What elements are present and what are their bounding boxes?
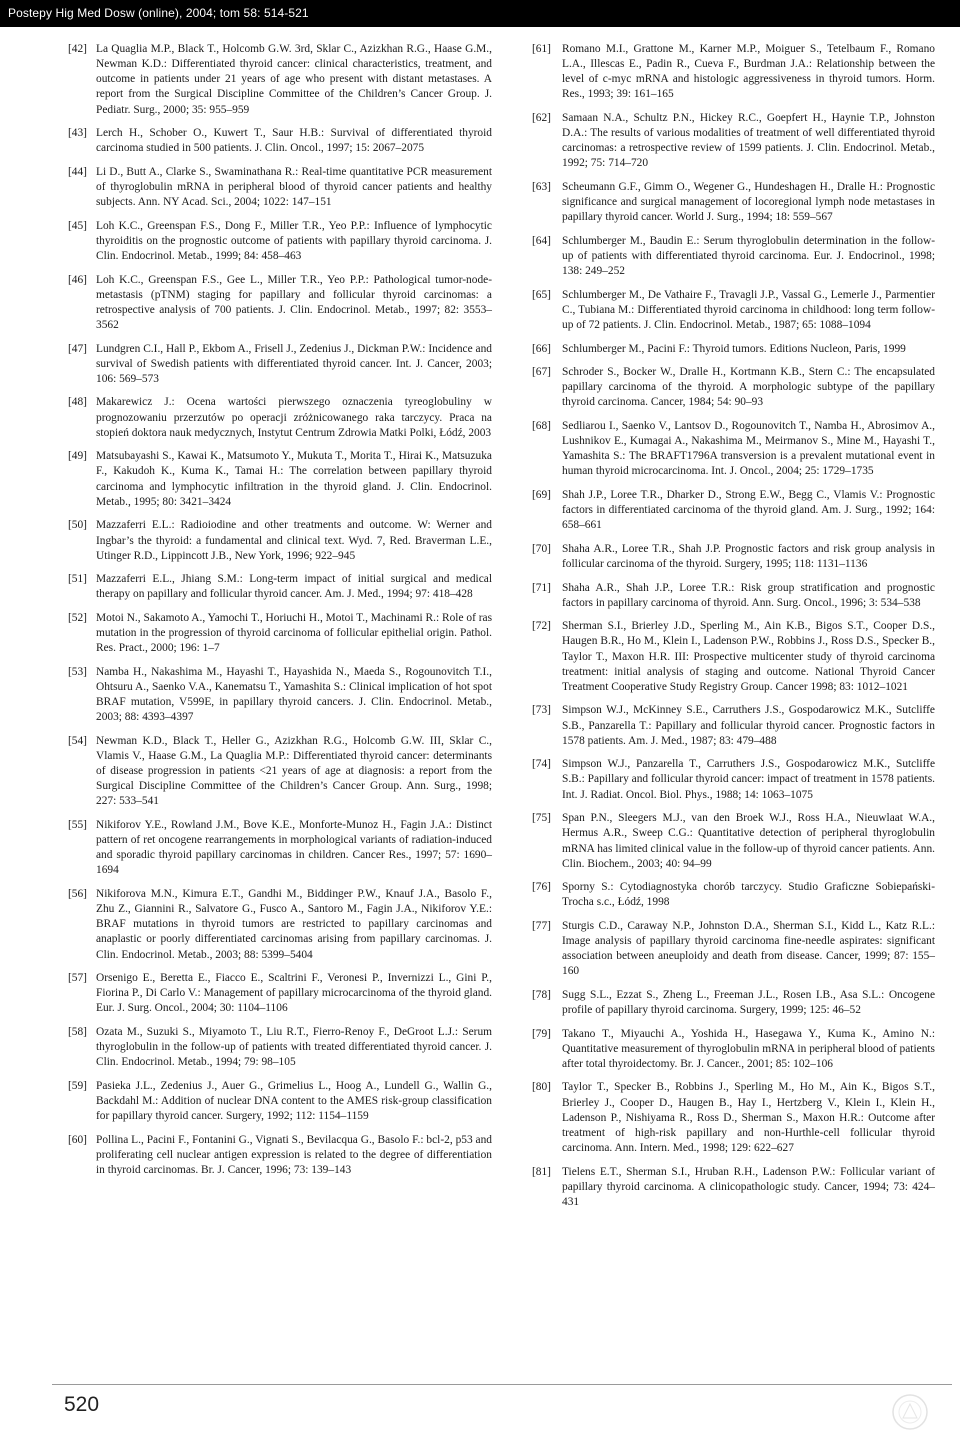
reference-number: [75] (532, 812, 551, 825)
reference-text: Schlumberger M., Baudin E.: Serum thyroglobulin determination in the follow-up of patients with differentiated thyroid carcinoma. Eur. J. Endocrinol., 1998; 138: 249–252 (562, 234, 935, 278)
journal-header (0, 0, 960, 27)
reference-number: [58] (68, 1026, 87, 1038)
reference-text: Tielens E.T., Sherman S.I., Hruban R.H., Ladenson P.W.: Follicular variant of papillary thyroid carcinoma. A clinicopathologic study. Cancer, 1994; 73: 424–431 (562, 1165, 935, 1208)
reference-text: Shah J.P., Loree T.R., Dharker D., Strong E.W., Begg C., Vlamis V.: Prognostic factors in differentiated carcinoma of the thyroid gland. Am. J. Surg., 1992; 164: 658–661 (562, 489, 935, 532)
reference-entry (532, 542, 935, 572)
reference-text: Scheumann G.F., Gimm O., Wegener G., Hundeshagen H., Dralle H.: Prognostic significance and surgical management of locoregional lymph node metastases in papillary thyroid cancer. World J. Surg., 1994; 18: 559–567 (562, 181, 935, 224)
reference-entry (532, 488, 935, 533)
reference-text: Sugg S.L., Ezzat S., Zheng L., Freeman J.L., Rosen I.B., Asa S.L.: Oncogene profile of papillary thyroid carcinoma. Surgery, 1999; 125: 46–52 (562, 988, 935, 1017)
reference-text: Mazzaferri E.L.: Radioiodine and other treatments and outcome. W: Werner and Ingbar’s the thyroid: a fundamental and clinical text. Wyd. 7, Red. Braverman L.E., Utinger R.D., Lippincott J.B., New York, 1996; 922–945 (96, 519, 492, 562)
reference-text: Schroder S., Bocker W., Dralle H., Kortmann K.B., Stern C.: The encapsulated papillary carcinoma of the thyroid. A morphologic subtype of the papillary thyroid carcinoma. Cancer, 1984; 54: 90–93 (562, 366, 935, 409)
reference-text: Loh K.C., Greenspan F.S., Gee L., Miller T.R., Yeo P.P.: Pathological tumor-node-metastasis (pTNM) staging for papillary and follicular thyroid carcinomas: a retrospective analysis of 700 patients. J. Clin. Endocrinol. Metab., 1997; 82: 3553–3562 (96, 273, 492, 332)
reference-number: [70] (532, 542, 551, 555)
reference-text: Sherman S.I., Brierley J.D., Sperling M., Ain K.B., Bigos S.T., Cooper D.S., Haugen B.R., Ho M., Klein I., Ladenson P.W., Robbins J., Ross D.S., Specker B., Taylor T., Maxon H.R. III: Prospective multicenter study of thyroid carcinoma treatment: initial analysis of staging and outcome. National Thyroid Cancer Treatment Cooperative Study Registry Group. Cancer 1998; 83: 1012–1021 (562, 620, 935, 693)
reference-text: Schlumberger M., Pacini F.: Thyroid tumors. Editions Nucleon, Paris, 1999 (562, 342, 906, 355)
reference-text: Orsenigo E., Beretta E., Fiacco E., Scaltrini F., Veronesi P., Invernizzi L., Gini P., Fiorina P., Di Carlo V.: Management of papillary microcarcinoma of the thyroid gland. Eur. J. Surg. Oncol., 2004; 30: 1104–1106 (96, 972, 492, 1015)
reference-entry (68, 1025, 492, 1070)
reference-entry (68, 395, 492, 440)
reference-entry (68, 165, 492, 210)
reference-entry (532, 581, 935, 611)
reference-entry (532, 811, 935, 872)
reference-entry (532, 180, 935, 225)
reference-number: [59] (68, 1079, 87, 1092)
reference-text: Span P.N., Sleegers M.J., van den Broek W.J., Ross H.A., Nieuwlaat W.A., Hermus A.R., Sweep C.G.: Quantitative detection of peripheral thyroglobulin mRNA has limited clinical value in the follow-up of thyroid cancer patients. Ann. Clin. Biochem., 2003; 40: 94–99 (562, 812, 935, 870)
reference-entry (68, 665, 492, 726)
reference-number: [51] (68, 573, 87, 586)
reference-entry (532, 1027, 935, 1072)
reference-entry (532, 619, 935, 695)
reference-number: [52] (68, 611, 87, 624)
reference-number: [44] (68, 165, 87, 178)
reference-text: Simpson W.J., Panzarella T., Carruthers J.S., Gospodarowicz M.K., Sutcliffe S.B.: Papillary and follicular thyroid cancer: impact of treatment in 1578 patients. Int. J. Radiat. Oncol. Biol. Phys., 1988; 14: 1063–1075 (562, 758, 935, 801)
reference-entry (68, 1079, 492, 1124)
reference-entry (68, 219, 492, 264)
reference-text: Shaha A.R., Shah J.P., Loree T.R.: Risk group stratification and prognostic factors in papillary carcinoma of thyroid. Ann. Surg. Oncol., 1996; 3: 534–538 (562, 581, 935, 609)
reference-number: [53] (68, 665, 87, 678)
reference-entry (68, 887, 492, 963)
reference-text: Nikiforova M.N., Kimura E.T., Gandhi M., Biddinger P.W., Knauf J.A., Basolo F., Zhu Z., Giannini R., Salvatore G., Fusco A., Santoro M., Fagin J.A., Nikiforov Y.E.: BRAF mutations in thyroid tumors are restricted to papillary carcinomas and anaplastic or poorly differentiated carcinomas arising from papillary carcinomas. J. Clin. Endocrinol. Metab., 2003; 88: 5399–5404 (96, 887, 492, 961)
reference-number: [68] (532, 420, 551, 433)
reference-text: Newman K.D., Black T., Heller G., Azizkhan R.G., Holcomb G.W. III, Sklar C., Vlamis V., Haase G.M., La Quaglia M.P.: Differentiated thyroid cancer: determinants of disease progression in patients <21 years of age at diagnosis: a report from the Surgical Discipline Committee of the Children’s Cancer Group. Ann. Surg., 1998; 227: 533–541 (96, 734, 492, 808)
reference-number: [65] (532, 288, 551, 301)
footer-divider (52, 1384, 952, 1385)
reference-entry (532, 988, 935, 1018)
reference-number: [67] (532, 366, 551, 379)
reference-entry (68, 518, 492, 563)
reference-text: Romano M.I., Grattone M., Karner M.P., Moiguer S., Tetelbaum F., Romano L.A., Illescas E., Padin R., Cueva F., Burdman J.A.: Relationship between the level of c-myc mRNA and histologic aggressiveness in thyroid tumors. Horm. Res., 1993; 39: 161–165 (562, 43, 935, 101)
reference-entry (532, 1080, 935, 1156)
reference-number: [79] (532, 1027, 551, 1040)
reference-text: Sturgis C.D., Caraway N.P., Johnston D.A., Sherman S.I., Kidd L., Katz R.L.: Image analysis of papillary thyroid carcinoma fine-needle aspirates: significant association between aneuploidy and death from disease. Cancer, 1999; 87: 155–160 (562, 919, 935, 978)
reference-entry (68, 971, 492, 1016)
reference-entry (68, 42, 492, 118)
reference-text: Motoi N., Sakamoto A., Yamochi T., Horiuchi H., Motoi T., Machinami R.: Role of ras mutation in the progression of thyroid carcinoma of follicular epithelial origin. Pathol. Res. Pract., 2000; 196: 1–7 (96, 611, 492, 655)
reference-entry (532, 880, 935, 910)
reference-number: [72] (532, 620, 551, 633)
reference-entry (532, 919, 935, 980)
reference-entry (68, 1133, 492, 1178)
reference-number: [81] (532, 1165, 551, 1178)
page-number: 520 (64, 1393, 100, 1416)
reference-number: [48] (68, 396, 87, 409)
reference-entry (68, 611, 492, 656)
reference-text: Nikiforov Y.E., Rowland J.M., Bove K.E., Monforte-Munoz H., Fagin J.A.: Distinct pattern of ret oncogene rearrangements in morphological variants of radiation-induced and sporadic thyroid papillary carcinomas in children. Cancer Res., 1997; 57: 1690–1694 (96, 818, 492, 877)
reference-entry (68, 572, 492, 602)
reference-text: Sporny S.: Cytodiagnostyka chorób tarczycy. Studio Graficzne Sobiepański-Trocha s.c., Łódź, 1998 (562, 881, 935, 909)
reference-number: [54] (68, 734, 87, 747)
reference-text: Taylor T., Specker B., Robbins J., Sperling M., Ho M., Ain K., Bigos S.T., Brierley J., Cooper D., Haugen B., Hay I., Hertzberg V., Klein I., Klein H., Ladenson P., Nishiyama R., Ross D., Sherman S., Maxon H.R.: Outcome after treatment of high-risk papillary and non-Hurthle-cell follicular thyroid carcinoma. Ann. Intern. Med., 1998; 129: 622–627 (562, 1081, 935, 1155)
reference-number: [74] (532, 758, 551, 771)
reference-entry (532, 342, 935, 357)
reference-number: [42] (68, 43, 87, 55)
reference-text: Li D., Butt A., Clarke S., Swaminathana R.: Real-time quantitative PCR measurement of thyroglobulin mRNA in peripheral blood of thyroid cancer patients and healthy subjects. Ann. NY Acad. Sci., 2004; 1022: 147–151 (96, 165, 492, 209)
reference-number: [57] (68, 972, 87, 985)
reference-number: [49] (68, 450, 87, 463)
reference-number: [76] (532, 881, 551, 894)
reference-number: [43] (68, 127, 87, 140)
references-right-column (532, 42, 935, 1219)
reference-text: Pollina L., Pacini F., Fontanini G., Vignati S., Bevilacqua G., Basolo F.: bcl-2, p53 and proliferating cell nuclear antigen expression is related to the degree of differentiation in thyroid carcinomas. Br. J. Cancer, 1996; 73: 139–143 (96, 1133, 492, 1177)
reference-text: Mazzaferri E.L., Jhiang S.M.: Long-term impact of initial surgical and medical therapy on papillary and follicular thyroid cancer. Am. J. Med., 1994; 97: 418–428 (96, 573, 492, 601)
reference-text: Namba H., Nakashima M., Hayashi T., Hayashida N., Maeda S., Rogounovitch T.I., Ohtsuru A., Saenko V.A., Kanematsu T., Yamashita S.: Clinical implication of hot spot BRAF mutation, V599E, in papillary thyroid cancers. J. Clin. Endocrinol. Metab., 2003; 88: 4393–4397 (96, 665, 492, 724)
reference-text: Shaha A.R., Loree T.R., Shah J.P. Prognostic factors and risk group analysis in follicular carcinoma of the thyroid. Surgery, 1995; 118: 1131–1136 (562, 542, 935, 571)
reference-entry (68, 449, 492, 510)
reference-text: Takano T., Miyauchi A., Yoshida H., Hasegawa Y., Kuma K., Amino N.: Quantitative measurement of thyroglobulin mRNA in peripheral blood of patients after total thyroidectomy. Br. J. Cancer., 2001; 85: 102–106 (562, 1027, 935, 1070)
reference-entry (532, 111, 935, 172)
reference-entry (68, 342, 492, 387)
reference-entry (532, 1165, 935, 1210)
reference-entry (68, 818, 492, 879)
reference-entry (532, 42, 935, 103)
reference-text: Sedliarou I., Saenko V., Lantsov D., Rogounovitch T., Namba H., Abrosimov A., Lushnikov E., Kumagai A., Nakashima M., Meirmanov S., Mine M., Hayashi T., Yamashita S.: The BRAFT1796A transversion is a prevalent mutational event in human thyroid microcarcinoma. Int. J. Oncol., 2004; 25: 1729–1735 (562, 420, 935, 478)
reference-entry (532, 419, 935, 480)
reference-number: [78] (532, 988, 551, 1001)
reference-number: [47] (68, 342, 87, 355)
journal-header-title: Postepy Hig Med Dosw (online), 2004; tom 58: 514-521 (8, 6, 309, 20)
reference-number: [55] (68, 818, 87, 831)
reference-number: [64] (532, 234, 551, 247)
reference-number: [46] (68, 273, 87, 286)
reference-number: [56] (68, 887, 87, 900)
reference-text: Matsubayashi S., Kawai K., Matsumoto Y., Mukuta T., Morita T., Hirai K., Matsuzuka F., Kakudoh K., Kuma K., Tamai H.: The correlation between papillary thyroid carcinoma and lymphocytic infiltration in the thyroid gland. J. Clin. Endocrinol. Metab., 1995; 80: 3421–3424 (96, 450, 492, 508)
reference-entry (68, 734, 492, 810)
reference-number: [61] (532, 43, 551, 55)
reference-number: [45] (68, 219, 87, 232)
reference-entry (532, 234, 935, 279)
reference-text: La Quaglia M.P., Black T., Holcomb G.W. 3rd, Sklar C., Azizkhan R.G., Haase G.M., Newman K.D.: Differentiated thyroid cancer: clinical characteristics, treatment, and outcome in patients under 21 years of age who present with distant metastases. A report from the Surgical Discipline Committee of the Children’s Cancer Group. J. Pediatr. Surg., 2000; 35: 955–959 (96, 43, 492, 116)
reference-text: Lerch H., Schober O., Kuwert T., Saur H.B.: Survival of differentiated thyroid carcinoma studied in 500 patients. J. Clin. Oncol., 1997; 15: 2067–2075 (96, 127, 492, 155)
reference-number: [71] (532, 581, 551, 594)
reference-text: Lundgren C.I., Hall P., Ekbom A., Frisell J., Zedenius J., Dickman P.W.: Incidence and survival of Swedish patients with differentiated thyroid cancer. Int. J. Cancer, 2003; 106: 569–573 (96, 342, 492, 385)
reference-entry (68, 273, 492, 334)
reference-number: [73] (532, 704, 551, 717)
reference-number: [60] (68, 1133, 87, 1146)
reference-number: [69] (532, 489, 551, 502)
reference-text: Loh K.C., Greenspan F.S., Dong F., Miller T.R., Yeo P.P.: Influence of lymphocytic thyroiditis on the prognostic outcome of patients with papillary thyroid carcinoma. J. Clin. Endocrinol. Metab., 1999; 84: 458–463 (96, 219, 492, 263)
reference-number: [66] (532, 342, 551, 355)
reference-entry (68, 126, 492, 156)
reference-number: [77] (532, 919, 551, 932)
reference-number: [63] (532, 181, 551, 194)
reference-text: Pasieka J.L., Zedenius J., Auer G., Grimelius L., Hoog A., Lundell G., Wallin G., Backdahl M.: Addition of nuclear DNA content to the AMES risk-group classification for papillary thyroid cancer. Surgery, 1992; 112: 1154–1159 (96, 1079, 492, 1123)
reference-entry (532, 757, 935, 802)
reference-text: Ozata M., Suzuki S., Miyamoto T., Liu R.T., Fierro-Renoy F., DeGroot L.J.: Serum thyroglobulin in the follow-up of patients with treated differentiated thyroid cancer. J. Clin. Endocrinol. Metab., 1994; 79: 98–105 (96, 1026, 492, 1069)
reference-text: Samaan N.A., Schultz P.N., Hickey R.C., Goepfert H., Haynie T.P., Johnston D.A.: The results of various modalities of treatment of well differentiated thyroid carcinomas: a retrospective review of 1599 patients. J. Clin. Endocrinol. Metab., 1992; 75: 714–720 (562, 112, 935, 170)
reference-entry (532, 365, 935, 410)
reference-number: [50] (68, 519, 87, 532)
reference-entry (532, 288, 935, 333)
references-left-column (68, 42, 492, 1187)
reference-text: Schlumberger M., De Vathaire F., Travagli J.P., Vassal G., Lemerle J., Parmentier C., Tubiana M.: Differentiated thyroid carcinoma in childhood: long term follow-up of 72 patients. J. Clin. Endocrinol. Metab., 1987; 65: 1088–1094 (562, 288, 935, 332)
reference-number: [80] (532, 1081, 551, 1094)
reference-number: [62] (532, 112, 551, 125)
publisher-watermark-icon (890, 1392, 930, 1432)
reference-text: Makarewicz J.: Ocena wartości pierwszego oznaczenia tyreoglobuliny w prognozowaniu przerzutów po operacji zróżnicowanego raka tarczycy. Praca na stopień doktora nauk medycznych, Instytut Centrum Zdrowia Matki Polki, Łódź, 2003 (96, 396, 492, 439)
reference-text: Simpson W.J., McKinney S.E., Carruthers J.S., Gospodarowicz M.K., Sutcliffe S.B., Panzarella T.: Papillary and follicular thyroid cancer. Prognostic factors in 1578 patients. Am. J. Med., 1987; 83: 479–488 (562, 704, 935, 747)
reference-entry (532, 703, 935, 748)
